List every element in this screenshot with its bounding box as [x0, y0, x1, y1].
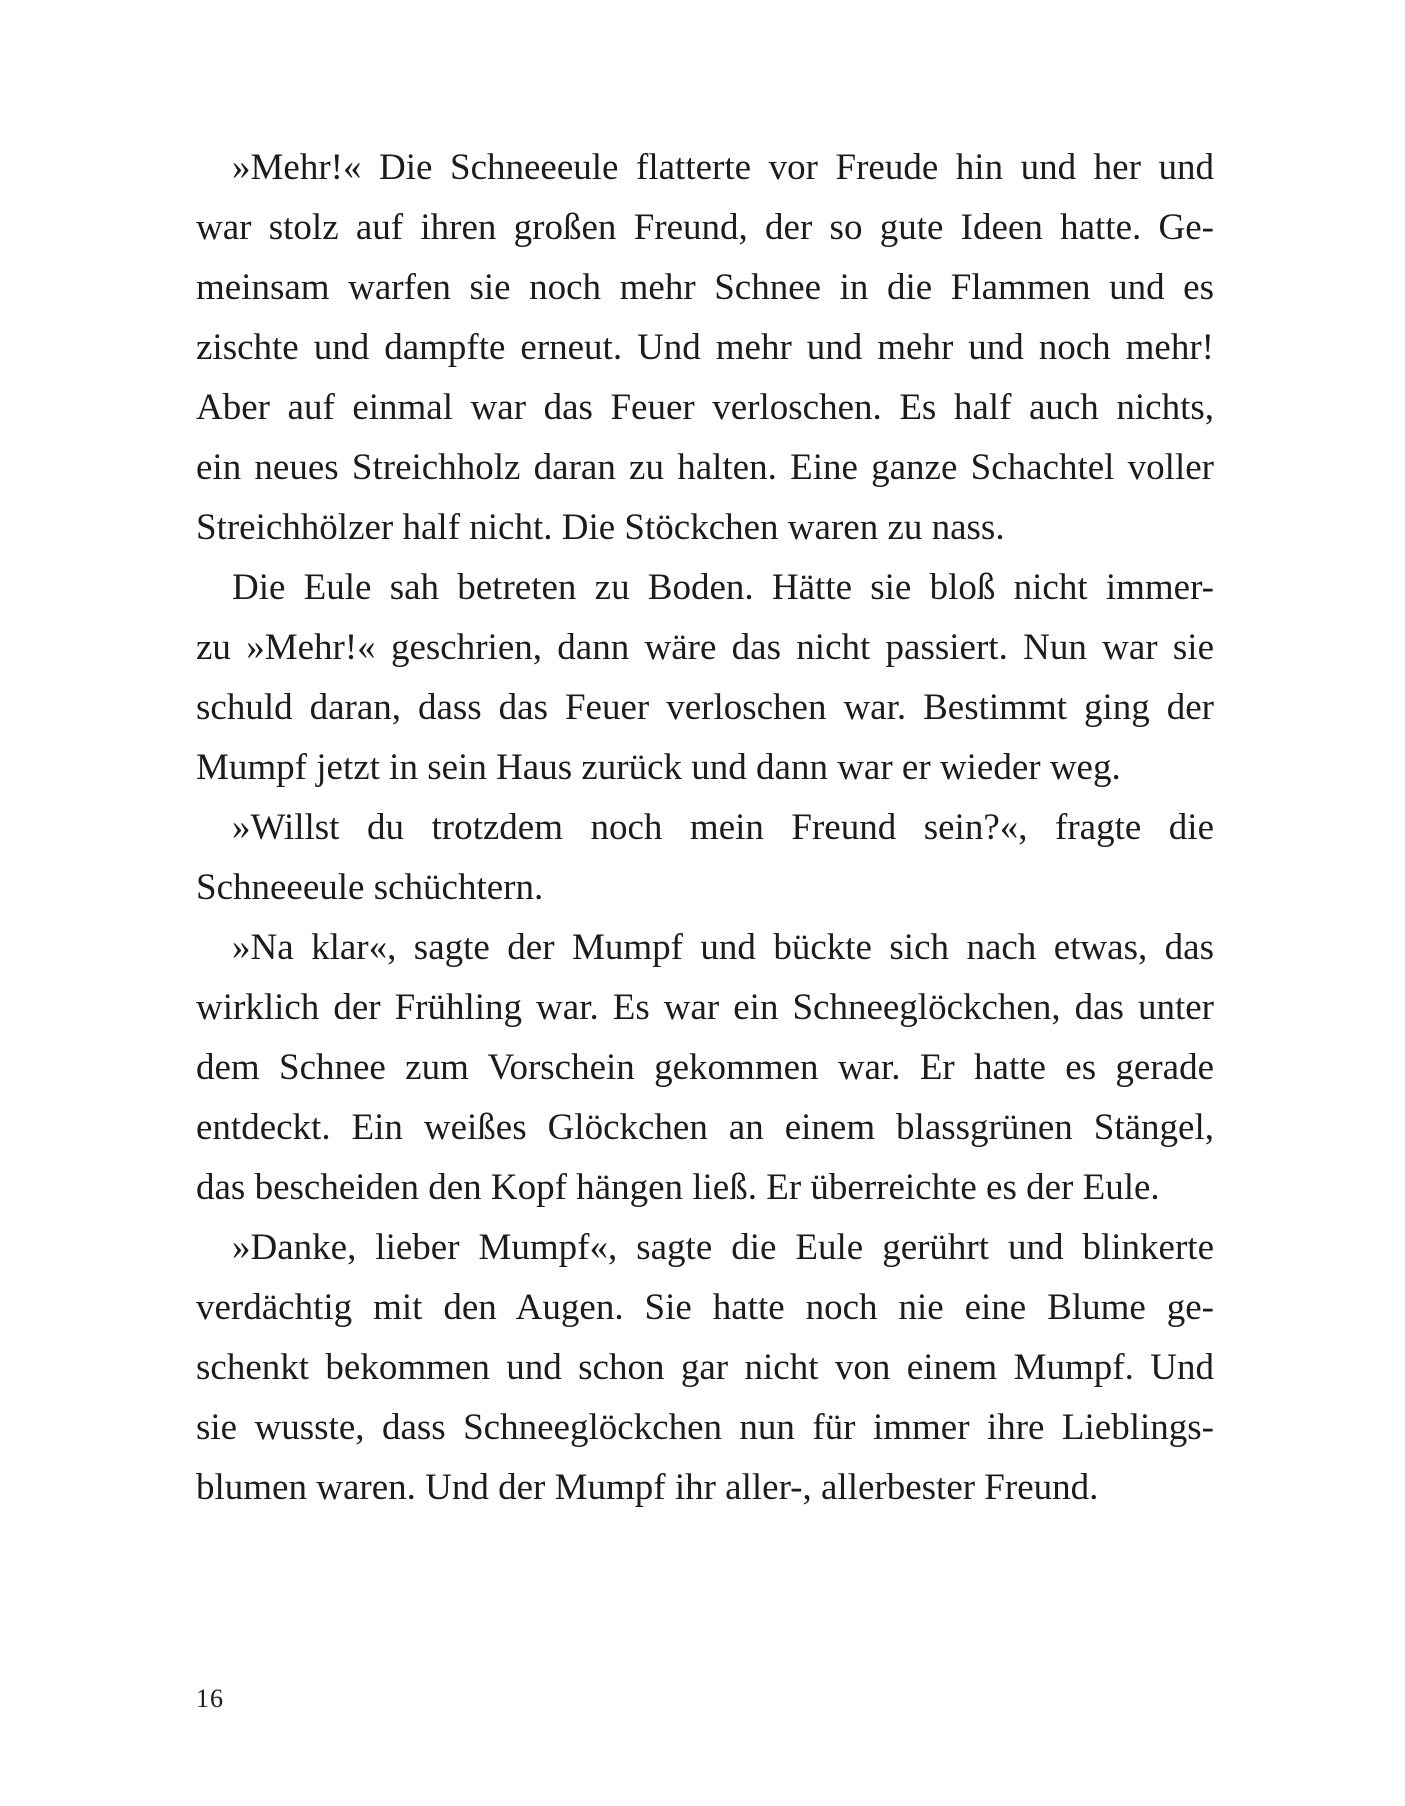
text-line: ein neues Streichholz daran zu halten. Eine ganze Schachtel voller [196, 447, 1214, 488]
text-line: zischte und dampfte erneut. Und mehr und mehr und noch mehr! [196, 327, 1214, 368]
text-line: zu »Mehr!« geschrien, dann wäre das nicht passiert. Nun war sie [196, 627, 1214, 668]
text-line: das bescheiden den Kopf hängen ließ. Er überreichte es der Eule. [196, 1167, 1160, 1208]
text-line: entdeckt. Ein weißes Glöckchen an einem blassgrünen Stängel, [196, 1107, 1214, 1148]
text-line: schenkt bekommen und schon gar nicht von einem Mumpf. Und [196, 1347, 1214, 1388]
text-line: sie wusste, dass Schneeglöckchen nun für immer ihre Lieblings- [196, 1407, 1214, 1448]
text-line: verdächtig mit den Augen. Sie hatte noch nie eine Blume ge- [196, 1287, 1214, 1328]
text-line: Aber auf einmal war das Feuer verloschen. Es half auch nichts, [196, 387, 1214, 428]
page-number: 16 [196, 1684, 224, 1713]
text-line: »Mehr!« Die Schneeeule flatterte vor Freude hin und her und [232, 147, 1214, 188]
text-line: »Willst du trotzdem noch mein Freund sein?«, fragte die [232, 807, 1214, 848]
text-line: »Danke, lieber Mumpf«, sagte die Eule gerührt und blinkerte [232, 1227, 1214, 1268]
text-line: wirklich der Frühling war. Es war ein Schneeglöckchen, das unter [196, 987, 1214, 1028]
text-line: dem Schnee zum Vorschein gekommen war. Er hatte es gerade [196, 1047, 1214, 1088]
text-line: Die Eule sah betreten zu Boden. Hätte sie bloß nicht immer- [232, 567, 1214, 608]
text-line: Streichhölzer half nicht. Die Stöckchen waren zu nass. [196, 507, 1005, 548]
text-line: meinsam warfen sie noch mehr Schnee in die Flammen und es [196, 267, 1214, 308]
text-line: war stolz auf ihren großen Freund, der so gute Ideen hatte. Ge- [196, 207, 1214, 248]
text-line: Schneeeule schüchtern. [196, 867, 544, 908]
body-text [196, 138, 1214, 1518]
text-line: »Na klar«, sagte der Mumpf und bückte sich nach etwas, das [232, 927, 1214, 968]
text-line: blumen waren. Und der Mumpf ihr aller-, allerbester Freund. [196, 1467, 1099, 1508]
text-line: Mumpf jetzt in sein Haus zurück und dann war er wieder weg. [196, 747, 1121, 788]
text-line: schuld daran, dass das Feuer verloschen war. Bestimmt ging der [196, 687, 1214, 728]
